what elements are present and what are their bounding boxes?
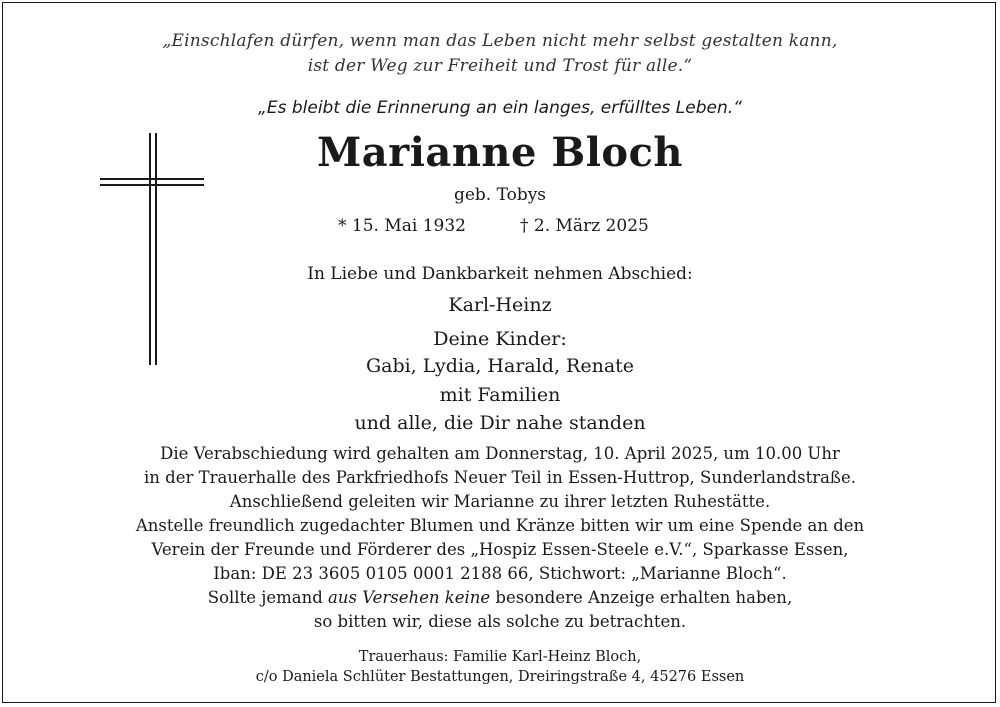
info-line-1: Die Verabschiedung wird gehalten am Donnerstag, 10. April 2025, um 10.00 Uhr	[160, 444, 840, 463]
poem-line-2: ist der Weg zur Freiheit und Trost für alle.“	[307, 56, 693, 76]
info-line-5: Verein der Freunde und Förderer des „Hospiz Essen-Steele e.V.“, Sparkasse Essen,	[151, 540, 849, 559]
birth-date: * 15. Mai 1932	[338, 216, 466, 236]
footer-line-1: Trauerhaus: Familie Karl-Heinz Bloch,	[358, 649, 642, 665]
footer-line-2: c/o Daniela Schlüter Bestattungen, Dreiringstraße 4, 45276 Essen	[255, 669, 745, 685]
maiden-name: geb. Tobys	[453, 185, 547, 205]
mourners-intro: In Liebe und Dankbarkeit nehmen Abschied:	[307, 264, 693, 284]
info-line-7-start: Sollte jemand	[207, 588, 329, 607]
info-line-7-end: besondere Anzeige erhalten haben,	[490, 588, 793, 607]
death-date: † 2. März 2025	[520, 216, 649, 236]
info-line-4: Anstelle freundlich zugedachter Blumen und Kränze bitten wir um eine Spende an den	[135, 516, 865, 535]
children-names: Gabi, Lydia, Harald, Renate	[365, 355, 635, 377]
others-line: und alle, die Dir nahe standen	[354, 412, 646, 434]
deceased-name: Marianne Bloch	[316, 129, 684, 176]
info-line-7-italic: aus Versehen keine	[328, 588, 491, 607]
children-label: Deine Kinder:	[433, 328, 567, 350]
mourner-spouse: Karl-Heinz	[448, 294, 552, 316]
poem-line-1: „Einschlafen dürfen, wenn man das Leben nicht mehr selbst gestalten kann,	[162, 31, 838, 51]
info-line-6: Iban: DE 23 3605 0105 0001 2188 66, Stichwort: „Marianne Bloch“.	[213, 564, 787, 583]
info-line-7	[0, 590, 1000, 607]
info-line-8: so bitten wir, diese als solche zu betrachten.	[313, 612, 687, 631]
memorial-quote: „Es bleibt die Erinnerung an ein langes, erfülltes Leben.“	[258, 98, 742, 118]
info-line-2: in der Trauerhalle des Parkfriedhofs Neuer Teil in Essen-Huttrop, Sunderlandstraße.	[144, 468, 856, 487]
info-line-3: Anschließend geleiten wir Marianne zu ihrer letzten Ruhestätte.	[229, 492, 771, 511]
families-line: mit Familien	[439, 384, 561, 406]
